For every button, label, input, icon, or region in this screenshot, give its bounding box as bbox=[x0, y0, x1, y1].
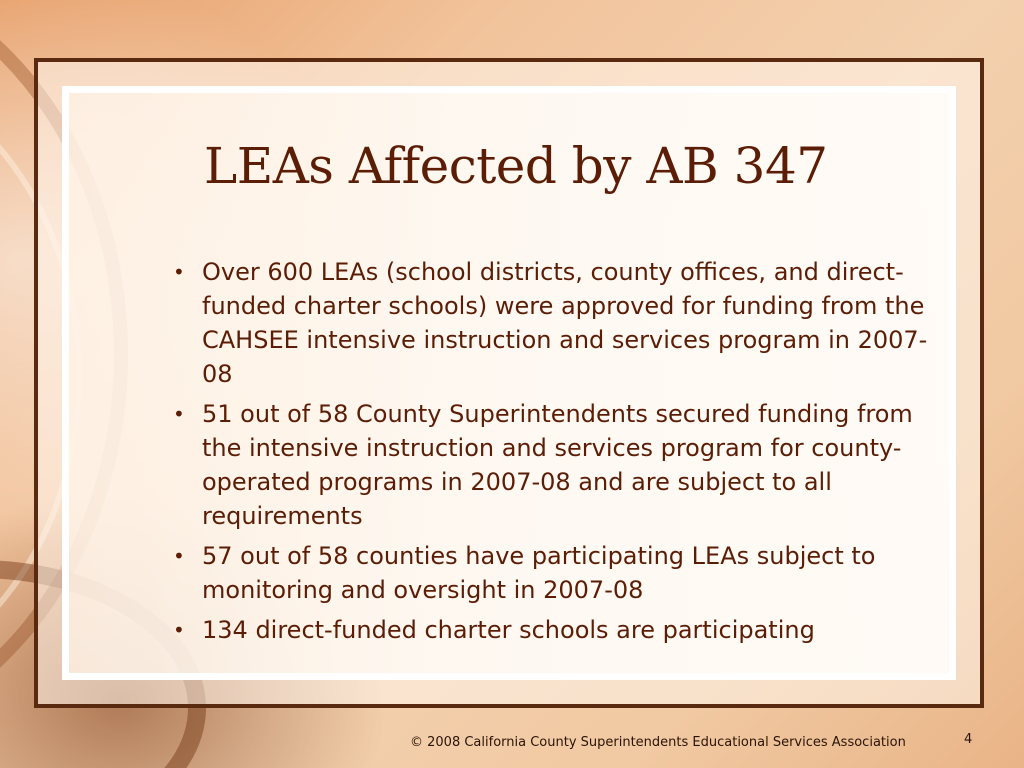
footer-copyright: © 2008 California County Superintendents Educational Services Association bbox=[410, 735, 906, 750]
bullet-item bbox=[169, 613, 929, 647]
bullet-item bbox=[169, 397, 929, 533]
bullet-text: 57 out of 58 counties have participating LEAs subject to monitoring and oversight in 2007-08 bbox=[202, 542, 876, 604]
bullet-text: Over 600 LEAs (school districts, county offices, and direct-funded charter schools) were approved for funding from the CAHSEE intensive instruction and services program in 2007-08 bbox=[202, 258, 928, 388]
bullet-text: 51 out of 58 County Superintendents secured funding from the intensive instruction and services program for county-operated programs in 2007-08 and are subject to all requirements bbox=[202, 400, 913, 530]
page-number: 4 bbox=[964, 732, 973, 747]
bullet-item bbox=[169, 539, 929, 607]
bullet-icon: • bbox=[173, 402, 185, 426]
bullet-text: 134 direct-funded charter schools are participating bbox=[202, 616, 815, 644]
bullet-item bbox=[169, 255, 929, 391]
content-frame bbox=[34, 58, 984, 708]
bullet-icon: • bbox=[173, 544, 185, 568]
slide-title: LEAs Affected by AB 347 bbox=[204, 137, 828, 195]
bullet-icon: • bbox=[173, 618, 185, 642]
bullet-list bbox=[169, 255, 929, 653]
content-panel bbox=[62, 86, 956, 680]
bullet-icon: • bbox=[173, 260, 185, 284]
